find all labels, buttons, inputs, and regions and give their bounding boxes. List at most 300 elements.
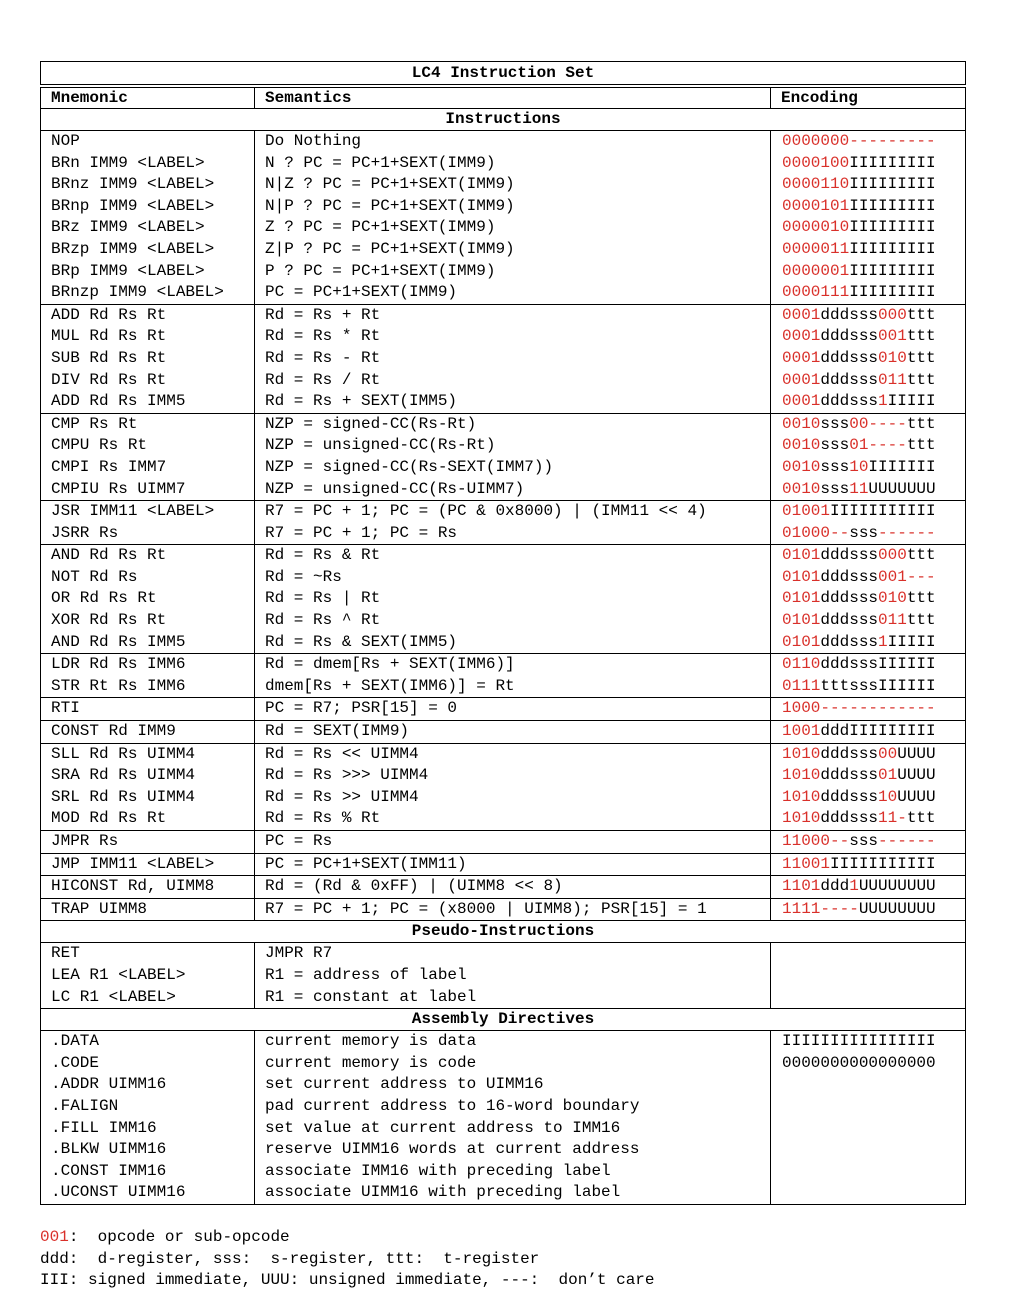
instruction-row xyxy=(41,567,966,589)
encoding-opcode-bits: 0101 xyxy=(782,611,821,630)
instruction-semantics: N ? PC = PC+1+SEXT(IMM9) xyxy=(255,153,771,175)
directive-semantics: set current address to UIMM16 xyxy=(255,1074,771,1096)
instruction-semantics: Rd = Rs - Rt xyxy=(255,348,771,370)
instruction-semantics: R7 = PC + 1; PC = (PC & 0x8000) | (IMM11 << 4) xyxy=(255,501,771,523)
encoding-field-bits: tttsssIIIIII xyxy=(820,676,936,695)
header-encoding: Encoding xyxy=(771,86,966,109)
instruction-mnemonic: SUB Rd Rs Rt xyxy=(41,348,255,370)
instruction-row xyxy=(41,876,966,899)
encoding-opcode-bits: 1111 xyxy=(782,899,821,918)
instruction-encoding xyxy=(771,413,966,435)
instruction-row xyxy=(41,610,966,632)
encoding-field-bits: IIIII xyxy=(887,392,936,411)
instruction-semantics: Rd = ~Rs xyxy=(255,567,771,589)
encoding-opcode-bits: 0101 xyxy=(782,632,821,651)
pseudo-semantics: JMPR R7 xyxy=(255,943,771,965)
instruction-encoding xyxy=(771,370,966,392)
instruction-semantics: Z|P ? PC = PC+1+SEXT(IMM9) xyxy=(255,239,771,261)
instruction-mnemonic: NOT Rd Rs xyxy=(41,567,255,589)
directive-semantics: associate IMM16 with preceding label xyxy=(255,1161,771,1183)
instruction-encoding xyxy=(771,153,966,175)
encoding-opcode-bits: 010 xyxy=(878,589,907,608)
encoding-opcode-bits: 01 xyxy=(878,766,898,785)
instruction-row xyxy=(41,435,966,457)
instruction-semantics: PC = PC+1+SEXT(IMM11) xyxy=(255,853,771,876)
encoding-field-bits: IIIIIIIII xyxy=(849,175,936,194)
instruction-encoding xyxy=(771,501,966,523)
encoding-opcode-bits: - xyxy=(897,809,907,828)
encoding-opcode-bits: ---- xyxy=(820,899,859,918)
directive-encodings xyxy=(771,1031,966,1205)
encoding-field-bits: dddsss xyxy=(820,744,879,763)
instruction-row xyxy=(41,370,966,392)
encoding-field-bits: ttt xyxy=(906,809,936,828)
encoding-opcode-bits: 1010 xyxy=(782,766,821,785)
pseudo-semantics: R1 = constant at label xyxy=(255,987,771,1009)
instruction-encoding xyxy=(771,853,966,876)
instruction-semantics: PC = PC+1+SEXT(IMM9) xyxy=(255,282,771,304)
instruction-semantics: R7 = PC + 1; PC = Rs xyxy=(255,523,771,545)
directive-mnemonic: .FILL IMM16 xyxy=(41,1118,255,1140)
encoding-opcode-bits: 11001 xyxy=(782,854,831,873)
instruction-row xyxy=(41,501,966,523)
encoding-opcode-bits: 1000 xyxy=(782,699,821,718)
directive-mnemonic: .CONST IMM16 xyxy=(41,1161,255,1183)
instruction-row xyxy=(41,676,966,698)
instruction-row xyxy=(41,479,966,501)
encoding-opcode-bits: 0010 xyxy=(782,436,821,455)
encoding-field-bits: dddsss xyxy=(820,348,879,367)
encoding-field-bits: dddsss xyxy=(820,327,879,346)
encoding-opcode-bits: 11 xyxy=(878,809,898,828)
encoding-opcode-bits: ------------ xyxy=(820,699,936,718)
encoding-field-bits: dddsss xyxy=(820,546,879,565)
instruction-mnemonic: SLL Rd Rs UIMM4 xyxy=(41,743,255,765)
pseudo-encoding-empty xyxy=(771,943,966,1009)
instruction-mnemonic: SRA Rd Rs UIMM4 xyxy=(41,765,255,787)
encoding-field-bits: dddsss xyxy=(820,787,879,806)
instruction-encoding xyxy=(771,282,966,304)
directive-mnemonic: .UCONST UIMM16 xyxy=(41,1182,255,1204)
instruction-mnemonic: NOP xyxy=(41,131,255,153)
encoding-field-bits: dddsss xyxy=(820,632,879,651)
instruction-row xyxy=(41,326,966,348)
encoding-field-bits: sss xyxy=(820,457,850,476)
instruction-mnemonic: BRnz IMM9 <LABEL> xyxy=(41,174,255,196)
instruction-encoding xyxy=(771,721,966,744)
instruction-encoding xyxy=(771,545,966,567)
instruction-set-table xyxy=(40,61,966,1205)
instruction-row xyxy=(41,765,966,787)
encoding-opcode-bits: 0001 xyxy=(782,305,821,324)
encoding-opcode-bits: 1 xyxy=(849,877,859,896)
instruction-row xyxy=(41,853,966,876)
directive-semantics: current memory is code xyxy=(255,1053,771,1075)
instruction-encoding xyxy=(771,304,966,326)
encoding-opcode-bits: 0000100 xyxy=(782,153,850,172)
instruction-semantics: NZP = signed-CC(Rs-SEXT(IMM7)) xyxy=(255,457,771,479)
instruction-row xyxy=(41,654,966,676)
instruction-encoding xyxy=(771,217,966,239)
instructions-section xyxy=(41,109,966,921)
instruction-semantics: NZP = signed-CC(Rs-Rt) xyxy=(255,413,771,435)
encoding-opcode-bits: 1010 xyxy=(782,744,821,763)
directive-mnemonic: .FALIGN xyxy=(41,1096,255,1118)
encoding-legend xyxy=(40,1227,655,1292)
instruction-semantics: PC = Rs xyxy=(255,831,771,854)
directive-semantics: current memory is data xyxy=(255,1031,771,1053)
instruction-semantics: PC = R7; PSR[15] = 0 xyxy=(255,698,771,721)
legend-line xyxy=(40,1249,655,1271)
instruction-mnemonic: STR Rt Rs IMM6 xyxy=(41,676,255,698)
instruction-mnemonic: JSRR Rs xyxy=(41,523,255,545)
instruction-encoding xyxy=(771,479,966,501)
instruction-row xyxy=(41,743,966,765)
instruction-mnemonic: MUL Rd Rs Rt xyxy=(41,326,255,348)
instruction-encoding xyxy=(771,196,966,218)
instruction-semantics: Rd = Rs & Rt xyxy=(255,545,771,567)
instruction-row xyxy=(41,196,966,218)
encoding-opcode-bits: 1101 xyxy=(782,877,821,896)
encoding-field-bits: dddsss xyxy=(820,305,879,324)
encoding-opcode-bits: ---- xyxy=(868,436,907,455)
encoding-field-bits: ttt xyxy=(906,546,936,565)
encoding-opcode-bits: 11000 xyxy=(782,832,831,850)
pseudo-semantics: R1 = address of label xyxy=(255,965,771,987)
table-title: LC4 Instruction Set xyxy=(41,62,966,87)
instruction-semantics: dmem[Rs + SEXT(IMM6)] = Rt xyxy=(255,676,771,698)
encoding-opcode-bits: 0001 xyxy=(782,370,821,389)
instruction-mnemonic: JSR IMM11 <LABEL> xyxy=(41,501,255,523)
instruction-encoding xyxy=(771,131,966,153)
directive-encoding-value: IIIIIIIIIIIIIIII xyxy=(782,1032,936,1051)
instruction-row xyxy=(41,721,966,744)
instruction-mnemonic: HICONST Rd, UIMM8 xyxy=(41,876,255,899)
instruction-semantics: P ? PC = PC+1+SEXT(IMM9) xyxy=(255,261,771,283)
instruction-mnemonic: CMPI Rs IMM7 xyxy=(41,457,255,479)
encoding-field-bits: ttt xyxy=(906,611,936,630)
encoding-field-bits: ttt xyxy=(906,414,936,433)
encoding-opcode-bits: 0001 xyxy=(782,392,821,411)
encoding-opcode-bits: 00 xyxy=(849,414,869,433)
instruction-mnemonic: ADD Rd Rs Rt xyxy=(41,304,255,326)
encoding-opcode-bits: 01 xyxy=(849,436,869,455)
encoding-opcode-bits: ---- xyxy=(868,414,907,433)
legend-opcode-bits: 001 xyxy=(40,1228,69,1246)
directive-semantics: reserve UIMM16 words at current address xyxy=(255,1139,771,1161)
legend-field-bits: : opcode or sub-opcode xyxy=(68,1228,290,1246)
encoding-field-bits: ttt xyxy=(906,589,936,608)
instruction-encoding xyxy=(771,588,966,610)
instruction-mnemonic: ADD Rd Rs IMM5 xyxy=(41,391,255,413)
instruction-mnemonic: AND Rd Rs Rt xyxy=(41,545,255,567)
instruction-row xyxy=(41,261,966,283)
legend-line xyxy=(40,1227,655,1249)
encoding-opcode-bits: 001 xyxy=(878,327,907,346)
instruction-row xyxy=(41,131,966,153)
instruction-mnemonic: JMPR Rs xyxy=(41,831,255,854)
instruction-mnemonic: BRn IMM9 <LABEL> xyxy=(41,153,255,175)
directives-section xyxy=(41,1009,966,1205)
encoding-field-bits: IIIIIIIII xyxy=(849,218,936,237)
encoding-opcode-bits: 0001 xyxy=(782,327,821,346)
instruction-mnemonic: SRL Rd Rs UIMM4 xyxy=(41,787,255,809)
instruction-semantics: Rd = (Rd & 0xFF) | (UIMM8 << 8) xyxy=(255,876,771,899)
instruction-row xyxy=(41,787,966,809)
encoding-opcode-bits: 01000 xyxy=(782,523,831,542)
instruction-row xyxy=(41,898,966,921)
instruction-mnemonic: LDR Rd Rs IMM6 xyxy=(41,654,255,676)
instruction-semantics: N|P ? PC = PC+1+SEXT(IMM9) xyxy=(255,196,771,218)
instruction-encoding xyxy=(771,876,966,899)
encoding-opcode-bits: 011 xyxy=(878,611,907,630)
encoding-field-bits: sss xyxy=(820,436,850,455)
instruction-row xyxy=(41,239,966,261)
encoding-field-bits: ddd xyxy=(820,877,850,896)
encoding-opcode-bits: -- xyxy=(830,523,850,542)
encoding-opcode-bits: 000 xyxy=(878,546,907,565)
instruction-mnemonic: BRzp IMM9 <LABEL> xyxy=(41,239,255,261)
instruction-encoding xyxy=(771,654,966,676)
instruction-semantics: Rd = Rs * Rt xyxy=(255,326,771,348)
instruction-encoding xyxy=(771,523,966,545)
encoding-field-bits: IIIIIIIII xyxy=(849,153,936,172)
header-semantics: Semantics xyxy=(255,86,771,109)
encoding-opcode-bits: --- xyxy=(906,567,936,586)
pseudo-mnemonic: LC R1 <LABEL> xyxy=(41,987,255,1009)
instruction-row xyxy=(41,391,966,413)
instruction-mnemonic: CONST Rd IMM9 xyxy=(41,721,255,744)
encoding-field-bits: UUUU xyxy=(897,766,936,785)
encoding-field-bits: sss xyxy=(849,832,879,850)
instruction-encoding xyxy=(771,743,966,765)
encoding-opcode-bits: 010 xyxy=(878,348,907,367)
encoding-field-bits: dddIIIIIIIII xyxy=(820,722,936,741)
encoding-opcode-bits: 11 xyxy=(849,479,869,498)
instruction-encoding xyxy=(771,239,966,261)
instruction-encoding xyxy=(771,898,966,921)
instruction-semantics: Rd = dmem[Rs + SEXT(IMM6)] xyxy=(255,654,771,676)
encoding-opcode-bits: 10 xyxy=(878,787,898,806)
encoding-field-bits: dddsss xyxy=(820,766,879,785)
encoding-opcode-bits: 0101 xyxy=(782,546,821,565)
pseudo-mnemonic: RET xyxy=(41,943,255,965)
encoding-field-bits: IIIIIIIIIII xyxy=(830,854,936,873)
instruction-row xyxy=(41,217,966,239)
instruction-row xyxy=(41,808,966,830)
encoding-field-bits: sss xyxy=(849,523,879,542)
encoding-opcode-bits: 0000001 xyxy=(782,261,850,280)
instruction-semantics: N|Z ? PC = PC+1+SEXT(IMM9) xyxy=(255,174,771,196)
pseudo-row xyxy=(41,943,966,965)
encoding-opcode-bits: 000 xyxy=(878,305,907,324)
directive-mnemonic: .CODE xyxy=(41,1053,255,1075)
instruction-mnemonic: JMP IMM11 <LABEL> xyxy=(41,853,255,876)
encoding-opcode-bits: 0110 xyxy=(782,655,821,674)
encoding-opcode-bits: 0101 xyxy=(782,567,821,586)
instruction-encoding xyxy=(771,435,966,457)
instruction-encoding xyxy=(771,698,966,721)
encoding-field-bits: UUUUUUUU xyxy=(858,899,936,918)
instruction-semantics: Do Nothing xyxy=(255,131,771,153)
encoding-opcode-bits: ------ xyxy=(878,523,936,542)
directive-encoding-value: 0000000000000000 xyxy=(782,1053,936,1072)
encoding-opcode-bits: 0000110 xyxy=(782,175,850,194)
directive-row xyxy=(41,1031,966,1053)
instruction-mnemonic: CMPIU Rs UIMM7 xyxy=(41,479,255,501)
instruction-encoding xyxy=(771,610,966,632)
encoding-field-bits: IIIIIIIIIII xyxy=(830,502,936,521)
instruction-mnemonic: RTI xyxy=(41,698,255,721)
encoding-field-bits: dddsss xyxy=(820,370,879,389)
instruction-encoding xyxy=(771,261,966,283)
instruction-semantics: Rd = Rs / Rt xyxy=(255,370,771,392)
instruction-semantics: Rd = Rs >>> UIMM4 xyxy=(255,765,771,787)
instruction-encoding xyxy=(771,457,966,479)
instruction-semantics: NZP = unsigned-CC(Rs-Rt) xyxy=(255,435,771,457)
instruction-row xyxy=(41,413,966,435)
encoding-field-bits: ttt xyxy=(906,370,936,389)
instruction-mnemonic: AND Rd Rs IMM5 xyxy=(41,632,255,654)
encoding-opcode-bits: 0010 xyxy=(782,479,821,498)
encoding-opcode-bits: 1 xyxy=(878,632,888,651)
encoding-opcode-bits: ------ xyxy=(878,832,936,850)
instruction-mnemonic: BRnzp IMM9 <LABEL> xyxy=(41,282,255,304)
encoding-field-bits: dddsss xyxy=(820,567,879,586)
encoding-field-bits: dddsss xyxy=(820,809,879,828)
encoding-field-bits: IIIIIII xyxy=(868,457,936,476)
encoding-opcode-bits: 0000000 xyxy=(782,132,850,150)
instruction-row xyxy=(41,348,966,370)
encoding-field-bits: dddsssIIIIII xyxy=(820,655,936,674)
encoding-opcode-bits: 011 xyxy=(878,370,907,389)
encoding-opcode-bits: 0111 xyxy=(782,676,821,695)
section-directives: Assembly Directives xyxy=(41,1009,966,1031)
instruction-row xyxy=(41,153,966,175)
instruction-row xyxy=(41,831,966,854)
instruction-mnemonic: OR Rd Rs Rt xyxy=(41,588,255,610)
encoding-field-bits: IIIIIIIII xyxy=(849,261,936,280)
encoding-field-bits: ttt xyxy=(906,436,936,455)
instruction-semantics: R7 = PC + 1; PC = (x8000 | UIMM8); PSR[15] = 1 xyxy=(255,898,771,921)
instruction-mnemonic: BRnp IMM9 <LABEL> xyxy=(41,196,255,218)
instruction-semantics: Rd = SEXT(IMM9) xyxy=(255,721,771,744)
instruction-mnemonic: TRAP UIMM8 xyxy=(41,898,255,921)
encoding-field-bits: sss xyxy=(820,414,850,433)
instruction-encoding xyxy=(771,326,966,348)
encoding-field-bits: UUUUUUU xyxy=(868,479,936,498)
instruction-mnemonic: CMP Rs Rt xyxy=(41,413,255,435)
instruction-mnemonic: BRp IMM9 <LABEL> xyxy=(41,261,255,283)
encoding-field-bits: UUUU xyxy=(897,744,936,763)
instruction-row xyxy=(41,457,966,479)
encoding-field-bits: ttt xyxy=(906,348,936,367)
instruction-semantics: Rd = Rs ^ Rt xyxy=(255,610,771,632)
directive-mnemonic: .BLKW UIMM16 xyxy=(41,1139,255,1161)
instruction-semantics: Z ? PC = PC+1+SEXT(IMM9) xyxy=(255,217,771,239)
encoding-field-bits: IIIII xyxy=(887,632,936,651)
encoding-opcode-bits: 0101 xyxy=(782,589,821,608)
instruction-row xyxy=(41,523,966,545)
instruction-encoding xyxy=(771,632,966,654)
instruction-semantics: Rd = Rs & SEXT(IMM5) xyxy=(255,632,771,654)
encoding-field-bits: UUUU xyxy=(897,787,936,806)
instruction-row xyxy=(41,545,966,567)
encoding-field-bits: UUUUUUUU xyxy=(858,877,936,896)
encoding-field-bits: IIIIIIIII xyxy=(849,283,936,302)
instruction-encoding xyxy=(771,348,966,370)
encoding-opcode-bits: -- xyxy=(830,832,850,850)
instruction-semantics: Rd = Rs % Rt xyxy=(255,808,771,830)
encoding-opcode-bits: 1 xyxy=(878,392,888,411)
legend-line xyxy=(40,1270,655,1292)
pseudo-instructions-section xyxy=(41,921,966,1009)
directive-mnemonic: .ADDR UIMM16 xyxy=(41,1074,255,1096)
instruction-semantics: Rd = Rs << UIMM4 xyxy=(255,743,771,765)
header-mnemonic: Mnemonic xyxy=(41,86,255,109)
encoding-opcode-bits: 0010 xyxy=(782,457,821,476)
instruction-row xyxy=(41,588,966,610)
encoding-opcode-bits: 00 xyxy=(878,744,898,763)
encoding-field-bits: sss xyxy=(820,479,850,498)
encoding-field-bits: dddsss xyxy=(820,589,879,608)
instruction-semantics: NZP = unsigned-CC(Rs-UIMM7) xyxy=(255,479,771,501)
instruction-encoding xyxy=(771,174,966,196)
instruction-semantics: Rd = Rs | Rt xyxy=(255,588,771,610)
legend-field-bits: III: signed immediate, UUU: unsigned immediate, ---: don’t care xyxy=(40,1271,655,1289)
section-pseudo: Pseudo-Instructions xyxy=(41,921,966,943)
instruction-encoding xyxy=(771,676,966,698)
instruction-encoding xyxy=(771,787,966,809)
directive-semantics: set value at current address to IMM16 xyxy=(255,1118,771,1140)
directive-mnemonic: .DATA xyxy=(41,1031,255,1053)
encoding-field-bits: dddsss xyxy=(820,611,879,630)
instruction-mnemonic: BRz IMM9 <LABEL> xyxy=(41,217,255,239)
instruction-encoding xyxy=(771,567,966,589)
instruction-semantics: Rd = Rs + SEXT(IMM5) xyxy=(255,391,771,413)
encoding-field-bits: dddsss xyxy=(820,392,879,411)
encoding-opcode-bits: 0000011 xyxy=(782,239,850,258)
instruction-row xyxy=(41,304,966,326)
instruction-semantics: Rd = Rs + Rt xyxy=(255,304,771,326)
instruction-mnemonic: XOR Rd Rs Rt xyxy=(41,610,255,632)
pseudo-mnemonic: LEA R1 <LABEL> xyxy=(41,965,255,987)
encoding-opcode-bits: 001 xyxy=(878,567,907,586)
encoding-opcode-bits: 0000111 xyxy=(782,283,850,302)
instruction-mnemonic: DIV Rd Rs Rt xyxy=(41,370,255,392)
encoding-field-bits: ttt xyxy=(906,327,936,346)
instruction-encoding xyxy=(771,391,966,413)
encoding-field-bits: IIIIIIIII xyxy=(849,239,936,258)
encoding-opcode-bits: 1001 xyxy=(782,722,821,741)
instruction-row xyxy=(41,174,966,196)
encoding-opcode-bits: 0010 xyxy=(782,414,821,433)
encoding-opcode-bits: 0000010 xyxy=(782,218,850,237)
directive-semantics: associate UIMM16 with preceding label xyxy=(255,1182,771,1204)
instruction-row xyxy=(41,282,966,304)
instruction-encoding xyxy=(771,831,966,854)
encoding-field-bits: IIIIIIIII xyxy=(849,196,936,215)
legend-field-bits: ddd: d-register, sss: s-register, ttt: t-register xyxy=(40,1249,540,1268)
instruction-semantics: Rd = Rs >> UIMM4 xyxy=(255,787,771,809)
encoding-opcode-bits: 0001 xyxy=(782,348,821,367)
encoding-opcode-bits: 01001 xyxy=(782,502,831,521)
encoding-opcode-bits: 0000101 xyxy=(782,196,850,215)
instruction-mnemonic: MOD Rd Rs Rt xyxy=(41,808,255,830)
instruction-row xyxy=(41,632,966,654)
instruction-encoding xyxy=(771,808,966,830)
instruction-encoding xyxy=(771,765,966,787)
